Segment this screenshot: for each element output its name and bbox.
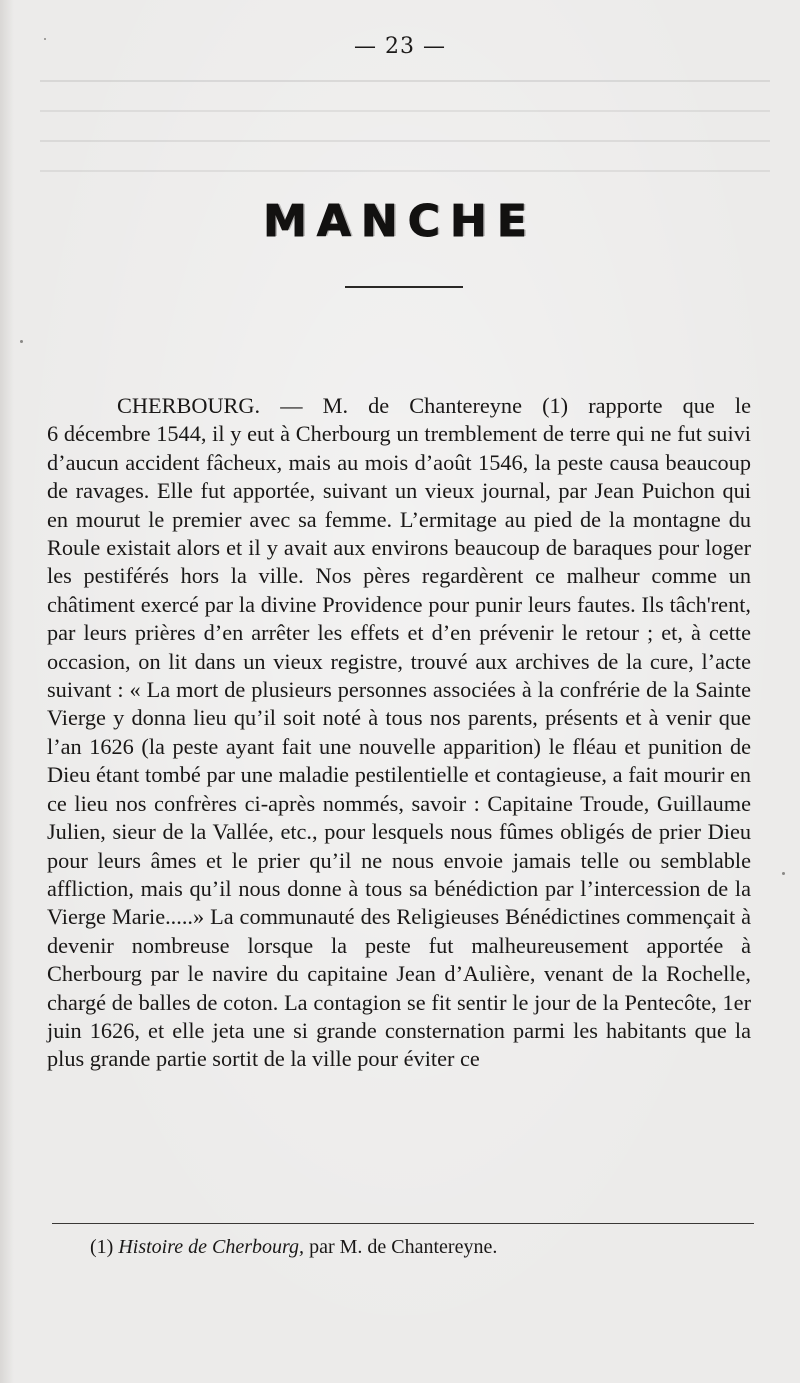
- first-line-rest: — M. de Chantereyne (1) rapporte que le: [260, 393, 751, 418]
- first-line: [47, 392, 751, 420]
- paper-speck: [20, 340, 23, 343]
- title-rule: [345, 286, 463, 288]
- paper-speck: [44, 38, 46, 40]
- page-number: — 23 —: [354, 34, 446, 59]
- footnote: [90, 1236, 497, 1259]
- paper-speck: [782, 872, 785, 875]
- footnote-rule: [52, 1223, 754, 1224]
- paragraph-text: 6 décembre 1544, il y eut à Cherbourg un tremblement de terre qui ne fut suivi d’aucun accident fâcheux, mais au mois d’août 1546, la peste causa beaucoup de ravages. Elle fut apportée, suivant un vieux journal, par Jean Puichon qui en mourut le premier avec sa femme. L’ermitage au pied de la montagne du Roule existait alors et il y avait aux environs beaucoup de baraques pour loger les pestiférés hors la ville. Nos pères regardèrent ce malheur comme un châtiment exercé par la divine Providence pour punir leurs fautes. Ils tâch'rent, par leurs prières d’en arrêter les effets et d’en prévenir le retour ; et, à cette occasion, on lit dans un vieux registre, trouvé aux archives de la cure, l’acte suivant : « La mort de plusieurs personnes associées à la confrérie de la Sainte Vierge y donna lieu qu’il soit noté à tous nos parents, présents et à venir que l’an 1626 (la peste ayant fait une nouvelle apparition) le fléau et punition de Dieu étant tombé par une maladie pestilentielle et contagieuse, a fait mourir en ce lieu nos confrères ci-après nommés, savoir : Capitaine Troude, Guillaume Julien, sieur de la Vallée, etc., pour lesquels nous fûmes obligés de prier Dieu pour leurs âmes et le prier qu’il ne nous envoie jamais telle ou semblable affliction, mais qu’il nous donne à tous sa bénédiction par l’intercession de la Vierge Marie.....» La communauté des Religieuses Bénédictines commençait à devenir nombreuse lorsque la peste fut malheureusement apportée à Cherbourg par le navire du capitaine Jean d’Aulière, venant de la Rochelle, chargé de balles de coton. La contagion se fit sentir le jour de la Pentecôte, 1er juin 1626, et elle jeta une si grande consternation parmi les habitants que la plus grande partie sortit de la ville pour éviter ce: [47, 421, 751, 1072]
- footnote-marker: (1): [90, 1236, 114, 1258]
- footnote-rest: par M. de Chantereyne.: [304, 1236, 498, 1258]
- lead-word: CHERBOURG.: [117, 393, 261, 418]
- section-title: MANCHE: [263, 196, 537, 247]
- footnote-book-title: Histoire de Cherbourg,: [118, 1236, 305, 1258]
- body-paragraph: [47, 392, 751, 1074]
